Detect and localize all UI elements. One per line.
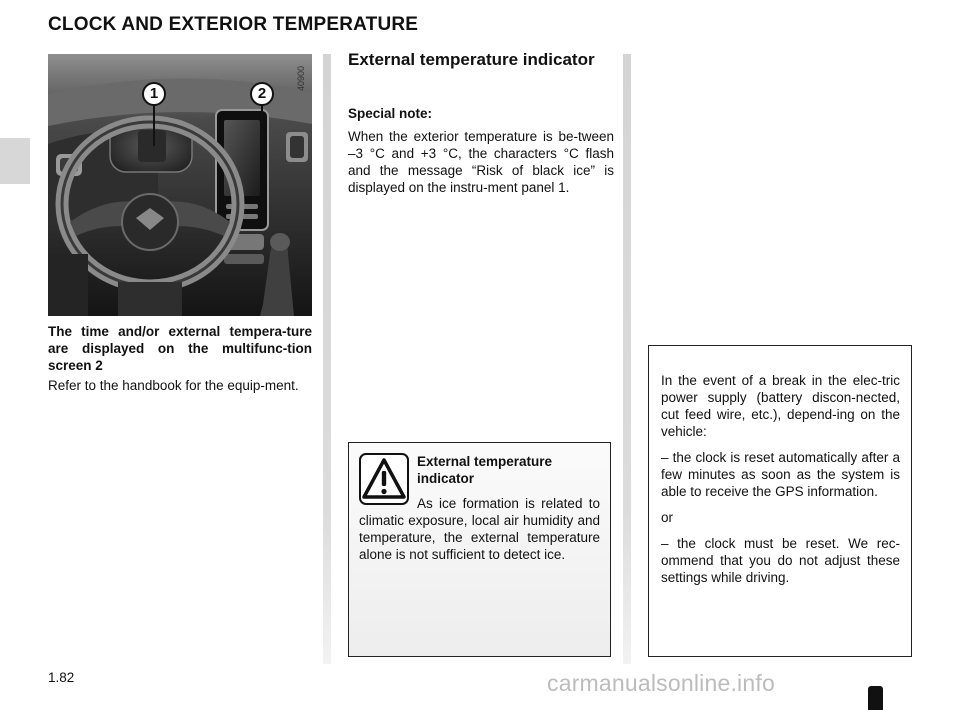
callout-2: 2 xyxy=(250,82,274,106)
figure-caption: Refer to the handbook for the equip-ment. xyxy=(48,378,299,393)
callout-line-1 xyxy=(153,104,155,146)
column-separator-right xyxy=(623,54,631,664)
figure-caption-bold: The time and/or external tempera-ture are displayed on the multifunc-tion screen 2 xyxy=(48,324,312,373)
info-paragraph: or xyxy=(661,510,674,525)
callout-1: 1 xyxy=(142,82,166,106)
section-title: External temperature indicator xyxy=(348,50,595,69)
page-corner-mark xyxy=(868,686,883,710)
special-note-label: Special note: xyxy=(348,106,433,121)
warning-box xyxy=(348,442,611,657)
info-paragraph: – the clock must be reset. We rec-ommend that you do not adjust these settings while driving. xyxy=(661,536,900,585)
callout-line-2 xyxy=(261,104,263,156)
warning-title: External temperature indicator xyxy=(417,454,553,486)
figure-reference-code: 40900 xyxy=(296,65,306,91)
page-title: CLOCK AND EXTERIOR TEMPERATURE xyxy=(48,14,419,35)
info-paragraph: In the event of a break in the elec-tric power supply (battery discon-nected, cut feed wire, etc.), depend-ing on the vehicle: xyxy=(661,373,900,439)
chapter-side-tab xyxy=(0,138,30,184)
warning-text: As ice formation is related to climatic exposure, local air humidity and temperature, the external temperature alone is not sufficient to detect ice. xyxy=(359,496,600,562)
page-number: 1.82 xyxy=(48,670,75,685)
warning-triangle-icon xyxy=(359,453,409,505)
info-paragraph: – the clock is reset automatically after a few minutes as soon as the system is able to receive the GPS information. xyxy=(661,450,900,499)
info-box xyxy=(648,345,912,657)
column-separator-left xyxy=(323,54,331,664)
watermark-text[interactable]: carmanualsonline.info xyxy=(547,670,775,696)
temperature-body-text: When the exterior temperature is be-tween –3 °C and +3 °C, the characters °C flash and the message “Risk of black ice” is displayed on the instru-ment panel 1. xyxy=(348,129,614,195)
